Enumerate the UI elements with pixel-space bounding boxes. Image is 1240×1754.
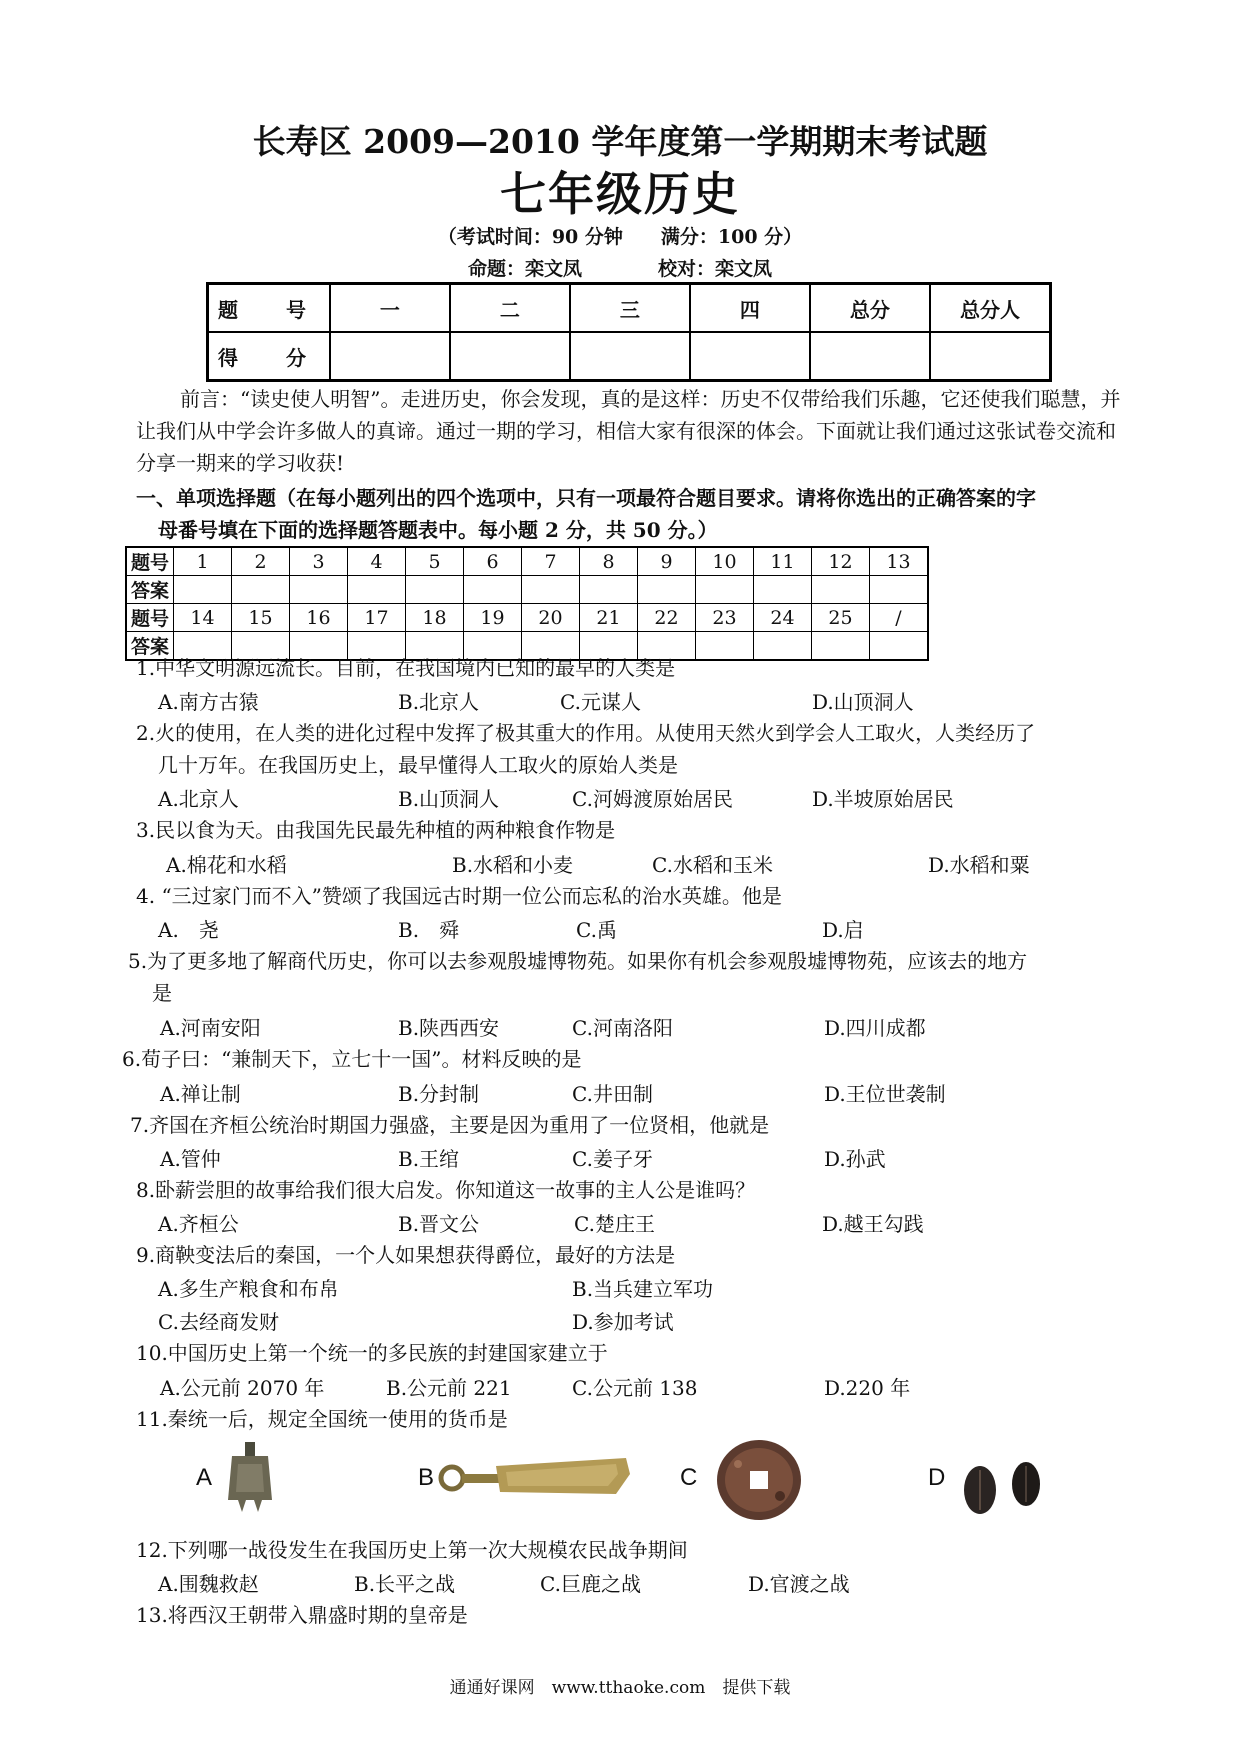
- question-number-cell: 7: [522, 547, 580, 576]
- page-footer: 通通好课网 www.tthaoke.com 提供下载: [449, 1678, 791, 1698]
- question-number-cell: 18: [406, 604, 464, 632]
- question-number-cell: 22: [638, 604, 696, 632]
- question-7-option-a: A.管仲: [160, 1147, 221, 1171]
- question-11-option-c: C: [680, 1464, 698, 1491]
- exam-info: （考试时间：90 分钟 满分：100 分）: [437, 226, 803, 248]
- question-number-cell: 5: [406, 547, 464, 576]
- question-5-stem: 5.为了更多地了解商代历史，你可以去参观殷墟博物苑。如果你有机会参观殷墟博物苑，应该去的地方: [128, 949, 1028, 973]
- question-8-option-a: A.齐桓公: [158, 1212, 239, 1236]
- spade-coin-icon: [222, 1440, 278, 1514]
- question-5-stem-continued: 是: [152, 981, 172, 1005]
- question-9-option-b: B.当兵建立军功: [572, 1277, 714, 1301]
- question-5-option-d: D.四川成都: [824, 1016, 926, 1040]
- score-cell: [810, 332, 930, 381]
- question-11-stem: 11.秦统一后，规定全国统一使用的货币是: [136, 1407, 508, 1431]
- question-10-option-b: B.公元前 221: [386, 1376, 512, 1400]
- question-13-stem: 13.将西汉王朝带入鼎盛时期的皇帝是: [136, 1603, 468, 1627]
- question-2-option-a: A.北京人: [158, 787, 239, 811]
- question-11-option-b: B: [418, 1464, 435, 1491]
- section-1-title: [136, 482, 1126, 546]
- round-coin-icon: [714, 1438, 804, 1522]
- answer-sheet-table: [125, 546, 929, 661]
- answer-cell: [290, 576, 348, 604]
- score-table-header-row: [208, 284, 1051, 333]
- answer-cell: [580, 576, 638, 604]
- score-cell: [930, 332, 1051, 381]
- question-5-option-c: C.河南洛阳: [572, 1016, 673, 1040]
- question-6-option-b: B.分封制: [398, 1082, 480, 1106]
- knife-coin-icon: [436, 1452, 632, 1508]
- question-3-stem: 3.民以食为天。由我国先民最先种植的两种粮食作物是: [136, 818, 616, 842]
- question-10-option-a: A.公元前 2070 年: [160, 1376, 325, 1400]
- question-10-option-d: D.220 年: [824, 1376, 911, 1400]
- answer-cell: [696, 576, 754, 604]
- question-6-option-d: D.王位世袭制: [824, 1082, 946, 1106]
- question-number-cell: 11: [754, 547, 812, 576]
- exam-title: 长寿区 2009—2010 学年度第一学期期末考试题: [252, 122, 988, 161]
- answer-row-label: 题号: [126, 604, 174, 632]
- answer-cell: [522, 576, 580, 604]
- question-number-cell: 9: [638, 547, 696, 576]
- question-6-stem: 6.荀子曰：“兼制天下，立七十一国”。材料反映的是: [122, 1047, 582, 1071]
- question-12-option-d: D.官渡之战: [748, 1572, 850, 1596]
- question-2-option-c: C.河姆渡原始居民: [572, 787, 733, 811]
- question-number-cell: 17: [348, 604, 406, 632]
- question-12-option-a: A.围魏救赵: [158, 1572, 259, 1596]
- answer-cell: [754, 576, 812, 604]
- score-header-cell: 总分人: [930, 284, 1051, 333]
- question-3-option-d: D.水稻和粟: [928, 853, 1030, 877]
- score-row-label: 得 分: [208, 332, 330, 381]
- question-4-option-a: A. 尧: [158, 918, 219, 942]
- question-number-cell: 8: [580, 547, 638, 576]
- question-number-cell: 6: [464, 547, 522, 576]
- question-1-option-b: B.北京人: [398, 690, 480, 714]
- score-header-cell: 一: [330, 284, 450, 333]
- question-2-option-b: B.山顶洞人: [398, 787, 500, 811]
- section-1-title-line2: 母番号填在下面的选择题答题表中。每小题 2 分，共 50 分。）: [158, 518, 718, 542]
- question-8-option-b: B.晋文公: [398, 1212, 480, 1236]
- score-header-cell: 总分: [810, 284, 930, 333]
- answer-cell: [870, 632, 929, 661]
- question-number-cell: 14: [174, 604, 232, 632]
- score-cell: [690, 332, 810, 381]
- answer-cell: [696, 632, 754, 661]
- question-7-option-d: D.孙武: [824, 1147, 886, 1171]
- question-2-stem: 2.火的使用，在人类的进化过程中发挥了极其重大的作用。从使用天然火到学会人工取火，人类经历了: [136, 721, 1036, 745]
- question-5-option-b: B.陕西西安: [398, 1016, 500, 1040]
- question-3-option-a: A.棉花和水稻: [166, 853, 287, 877]
- question-1-option-d: D.山顶洞人: [812, 690, 914, 714]
- preface-text: 前言：“读史使人明智”。走进历史，你会发现，真的是这样：历史不仅带给我们乐趣，它还使我们聪慧，并让我们从中学会许多做人的真谛。通过一期的学习，相信大家有很深的体会。下面就让我们通过这张试卷交流和分享一期来的学习收获!: [136, 387, 1121, 475]
- question-9-option-a: A.多生产粮食和布帛: [158, 1277, 339, 1301]
- answer-blank-row: [126, 576, 928, 604]
- question-12-stem: 12.下列哪一战役发生在我国历史上第一次大规模农民战争期间: [136, 1538, 688, 1562]
- question-number-cell: 15: [232, 604, 290, 632]
- question-4-option-d: D.启: [822, 918, 864, 942]
- answer-cell: [870, 576, 929, 604]
- question-8-stem: 8.卧薪尝胆的故事给我们很大启发。你知道这一故事的主人公是谁吗？: [136, 1178, 756, 1202]
- question-number-cell: 20: [522, 604, 580, 632]
- answer-cell: [754, 632, 812, 661]
- score-header-cell: 题 号: [208, 284, 330, 333]
- question-number-cell: 13: [870, 547, 929, 576]
- answer-cell: [464, 576, 522, 604]
- question-4-stem: 4. “三过家门而不入”赞颂了我国远古时期一位公而忘私的治水英雄。他是: [136, 884, 782, 908]
- score-cell: [570, 332, 690, 381]
- answer-cell: [406, 576, 464, 604]
- section-1-title-line1: 一、单项选择题（在每小题列出的四个选项中，只有一项最符合题目要求。请将你选出的正确答案的字: [136, 486, 1036, 510]
- score-table: [206, 282, 1052, 382]
- question-number-cell: 3: [290, 547, 348, 576]
- score-header-cell: 二: [450, 284, 570, 333]
- question-8-option-d: D.越王勾践: [822, 1212, 924, 1236]
- answer-cell: [638, 576, 696, 604]
- answer-cell: [348, 576, 406, 604]
- question-4-option-b: B. 舜: [398, 918, 460, 942]
- question-7-option-b: B.王绾: [398, 1147, 460, 1171]
- score-cell: [450, 332, 570, 381]
- answer-cell: [812, 576, 870, 604]
- question-11-option-a: A: [196, 1464, 213, 1491]
- shell-coin-icon: [958, 1456, 1048, 1518]
- question-1-option-c: C.元谋人: [560, 690, 641, 714]
- question-number-cell: 10: [696, 547, 754, 576]
- score-table-score-row: [208, 332, 1051, 381]
- question-9-option-d: D.参加考试: [572, 1310, 674, 1334]
- question-number-cell: 21: [580, 604, 638, 632]
- question-5-option-a: A.河南安阳: [160, 1016, 261, 1040]
- question-8-option-c: C.楚庄王: [574, 1212, 655, 1236]
- question-12-option-b: B.长平之战: [354, 1572, 456, 1596]
- question-3-option-c: C.水稻和玉米: [652, 853, 773, 877]
- question-number-cell: 25: [812, 604, 870, 632]
- question-9-stem: 9.商鞅变法后的秦国，一个人如果想获得爵位，最好的方法是: [136, 1243, 676, 1267]
- question-number-cell: /: [870, 604, 929, 632]
- answer-row-label: 答案: [126, 576, 174, 604]
- question-3-option-b: B.水稻和小麦: [452, 853, 574, 877]
- question-1-stem: 1.中华文明源远流长。目前，在我国境内已知的最早的人类是: [136, 656, 676, 680]
- question-9-option-c: C.去经商发财: [158, 1310, 279, 1334]
- score-cell: [330, 332, 450, 381]
- question-number-cell: 4: [348, 547, 406, 576]
- question-11-option-d: D: [928, 1464, 946, 1491]
- question-number-cell: 16: [290, 604, 348, 632]
- question-12-option-c: C.巨鹿之战: [540, 1572, 641, 1596]
- answer-row-label: 题号: [126, 547, 174, 576]
- question-7-option-c: C.姜子牙: [572, 1147, 653, 1171]
- question-10-option-c: C.公元前 138: [572, 1376, 698, 1400]
- question-2-option-d: D.半坡原始居民: [812, 787, 954, 811]
- question-6-option-c: C.井田制: [572, 1082, 653, 1106]
- answer-cell: [174, 576, 232, 604]
- question-number-cell: 1: [174, 547, 232, 576]
- score-header-cell: 四: [690, 284, 810, 333]
- question-4-option-c: C.禹: [576, 918, 617, 942]
- question-1-option-a: A.南方古猿: [158, 690, 259, 714]
- answer-cell: [232, 576, 290, 604]
- question-number-cell: 19: [464, 604, 522, 632]
- question-number-cell: 2: [232, 547, 290, 576]
- question-number-cell: 24: [754, 604, 812, 632]
- question-number-cell: 12: [812, 547, 870, 576]
- answer-row-label: 答案: [126, 632, 174, 661]
- subject-title: 七年级历史: [500, 167, 740, 221]
- question-2-stem-continued: 几十万年。在我国历史上，最早懂得人工取火的原始人类是: [158, 753, 678, 777]
- score-header-cell: 三: [570, 284, 690, 333]
- answer-cell: [812, 632, 870, 661]
- question-6-option-a: A.禅让制: [160, 1082, 241, 1106]
- question-10-stem: 10.中国历史上第一个统一的多民族的封建国家建立于: [136, 1341, 608, 1365]
- answer-number-row: [126, 604, 928, 632]
- question-number-cell: 23: [696, 604, 754, 632]
- answer-number-row: [126, 547, 928, 576]
- exam-authors: 命题：栾文凤 校对：栾文凤: [467, 258, 772, 280]
- question-7-stem: 7.齐国在齐桓公统治时期国力强盛，主要是因为重用了一位贤相，他就是: [130, 1113, 770, 1137]
- preface: [136, 383, 1126, 479]
